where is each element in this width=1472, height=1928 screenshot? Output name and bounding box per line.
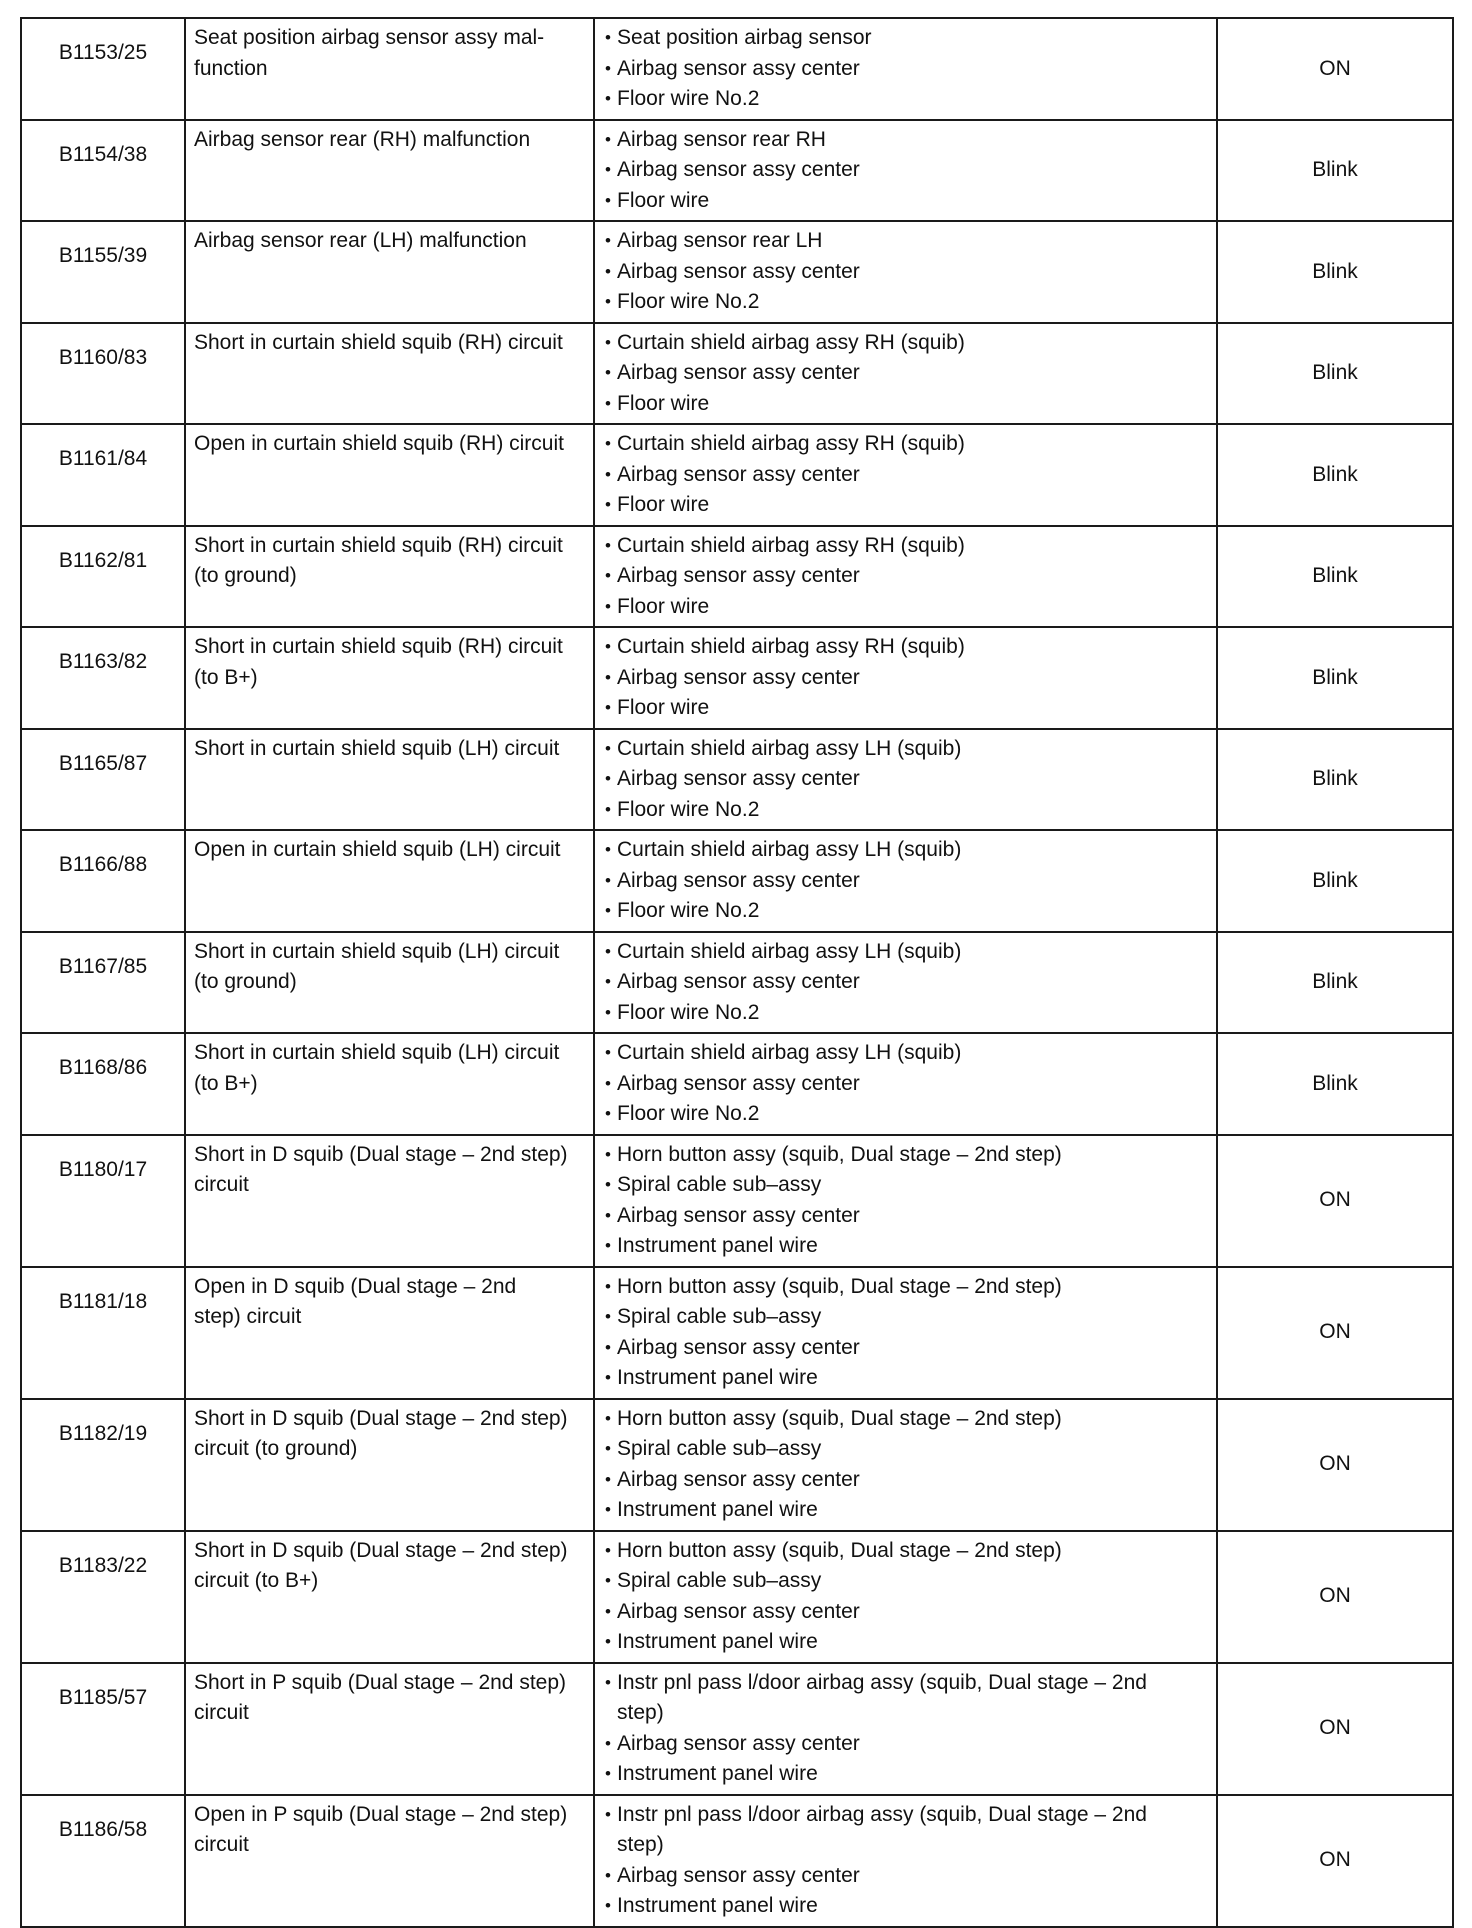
list-item	[605, 429, 1208, 460]
trouble-area-list	[605, 632, 1208, 724]
list-item	[605, 358, 1208, 389]
list-item	[605, 1729, 1208, 1760]
detection-text-line: function	[194, 56, 268, 80]
list-item	[605, 1566, 1208, 1597]
trouble-area-text: Horn button assy (squib, Dual stage – 2nd step)	[617, 1538, 1062, 1562]
dtc-code-cell: B1163/82	[21, 627, 185, 729]
trouble-area-cell	[594, 120, 1217, 222]
trouble-area-list	[605, 328, 1208, 420]
list-item	[605, 490, 1208, 521]
detection-text-line: (to B+)	[194, 1071, 258, 1095]
trouble-area-text: Spiral cable sub–assy	[617, 1569, 822, 1592]
dtc-code-cell: B1166/88	[21, 830, 185, 932]
trouble-area-text: Instrument panel wire	[617, 1630, 818, 1653]
list-item	[605, 1201, 1208, 1232]
trouble-area-list	[605, 734, 1208, 826]
list-item	[605, 1495, 1208, 1526]
detection-text-line: Short in D squib (Dual stage – 2nd step)	[194, 1406, 568, 1430]
detection-item-cell	[185, 830, 594, 932]
trouble-area-text: Curtain shield airbag assy LH (squib)	[617, 838, 962, 861]
trouble-area-text: Instrument panel wire	[617, 1498, 818, 1521]
warning-light-status-cell: ON	[1217, 1267, 1453, 1399]
trouble-area-text: Airbag sensor assy center	[617, 56, 860, 80]
list-item	[605, 186, 1208, 217]
detection-text-line: Short in D squib (Dual stage – 2nd step)	[194, 1538, 568, 1562]
detection-text-line: circuit	[194, 1173, 249, 1196]
warning-light-status-cell: ON	[1217, 1399, 1453, 1531]
warning-light-status-cell: Blink	[1217, 830, 1453, 932]
trouble-area-text: Curtain shield airbag assy LH (squib)	[617, 939, 962, 963]
warning-light-status-cell: Blink	[1217, 729, 1453, 831]
trouble-area-text: Floor wire No.2	[617, 1102, 760, 1125]
trouble-area-text: Floor wire No.2	[617, 1000, 760, 1024]
warning-light-status-cell: ON	[1217, 1795, 1453, 1927]
list-item	[605, 1404, 1208, 1435]
trouble-area-text: Airbag sensor assy center	[617, 564, 860, 587]
trouble-area-text: Floor wire	[617, 696, 710, 719]
trouble-area-text: Airbag sensor assy center	[617, 1203, 860, 1227]
warning-light-status-cell: ON	[1217, 1663, 1453, 1795]
list-item	[605, 1597, 1208, 1628]
trouble-area-cell	[594, 1399, 1217, 1531]
list-item	[605, 1759, 1208, 1790]
trouble-area-text: step)	[617, 1833, 664, 1856]
list-item	[605, 1140, 1208, 1171]
detection-text-line: Open in curtain shield squib (LH) circuit	[194, 838, 561, 861]
trouble-area-text: Curtain shield airbag assy RH (squib)	[617, 635, 965, 658]
table-row	[21, 424, 1453, 526]
trouble-area-cell	[594, 526, 1217, 628]
trouble-area-list	[605, 1536, 1208, 1658]
list-item	[605, 287, 1208, 318]
trouble-area-text: Horn button assy (squib, Dual stage – 2nd step)	[617, 1274, 1062, 1298]
warning-light-status-cell: Blink	[1217, 932, 1453, 1034]
trouble-area-text: Airbag sensor assy center	[617, 665, 860, 689]
list-item	[605, 23, 1208, 54]
detection-item-cell	[185, 932, 594, 1034]
warning-light-status-cell: Blink	[1217, 221, 1453, 323]
table-row	[21, 830, 1453, 932]
table-row	[21, 627, 1453, 729]
trouble-area-text: Airbag sensor assy center	[617, 1599, 860, 1623]
trouble-area-cell	[594, 1267, 1217, 1399]
detection-item-cell	[185, 1663, 594, 1795]
trouble-area-text: Floor wire	[617, 391, 710, 415]
table-row	[21, 323, 1453, 425]
detection-item-cell	[185, 120, 594, 222]
list-item	[605, 734, 1208, 765]
detection-text-line: Short in P squib (Dual stage – 2nd step)	[194, 1670, 567, 1694]
detection-item-cell	[185, 627, 594, 729]
table-row	[21, 526, 1453, 628]
list-item	[605, 54, 1208, 85]
trouble-area-text: Airbag sensor assy center	[617, 1335, 860, 1359]
warning-light-status-cell: Blink	[1217, 120, 1453, 222]
trouble-area-text: Airbag sensor assy center	[617, 1863, 860, 1887]
list-item	[605, 795, 1208, 826]
table-row	[21, 1663, 1453, 1795]
detection-item-cell	[185, 1033, 594, 1135]
detection-text-line: Short in D squib (Dual stage – 2nd step)	[194, 1142, 568, 1166]
list-item	[605, 125, 1208, 156]
list-item	[605, 866, 1208, 897]
list-item	[605, 592, 1208, 623]
detection-text-line: Open in D squib (Dual stage – 2nd	[194, 1274, 517, 1298]
list-item	[605, 460, 1208, 491]
trouble-area-text: Horn button assy (squib, Dual stage – 2nd step)	[617, 1142, 1062, 1166]
detection-item-cell	[185, 18, 594, 120]
list-item	[605, 632, 1208, 663]
trouble-area-cell	[594, 323, 1217, 425]
trouble-area-text: Instr pnl pass l/door airbag assy (squib, Dual stage – 2nd	[617, 1802, 1147, 1826]
list-item	[605, 967, 1208, 998]
detection-text-line: Short in curtain shield squib (RH) circuit	[194, 635, 563, 658]
table-row	[21, 18, 1453, 120]
trouble-area-list	[605, 1404, 1208, 1526]
detection-item-cell	[185, 1399, 594, 1531]
list-item	[605, 896, 1208, 927]
trouble-area-cell	[594, 1531, 1217, 1663]
list-item	[605, 1363, 1208, 1394]
trouble-area-text: Floor wire No.2	[617, 797, 760, 821]
trouble-area-text: Instrument panel wire	[617, 1762, 818, 1785]
detection-text-line: Airbag sensor rear (RH) malfunction	[194, 127, 531, 151]
trouble-area-cell	[594, 830, 1217, 932]
trouble-area-list	[605, 937, 1208, 1029]
trouble-area-text: Floor wire	[617, 493, 710, 516]
trouble-area-text: Spiral cable sub–assy	[617, 1305, 822, 1328]
trouble-area-list	[605, 1272, 1208, 1394]
list-item	[605, 257, 1208, 288]
table-row	[21, 120, 1453, 222]
warning-light-status-cell: Blink	[1217, 323, 1453, 425]
trouble-area-text: Airbag sensor assy center	[617, 767, 860, 790]
trouble-area-text: Airbag sensor assy center	[617, 259, 860, 283]
trouble-area-text: Floor wire	[617, 188, 710, 212]
trouble-area-list	[605, 429, 1208, 521]
list-item	[605, 531, 1208, 562]
list-item	[605, 1038, 1208, 1069]
trouble-area-list	[605, 23, 1208, 115]
trouble-area-list	[605, 1800, 1208, 1922]
trouble-area-cell	[594, 729, 1217, 831]
trouble-area-text: Airbag sensor rear LH	[617, 229, 823, 252]
dtc-code-cell: B1168/86	[21, 1033, 185, 1135]
detection-text-line: circuit	[194, 1701, 249, 1724]
trouble-area-text: Curtain shield airbag assy RH (squib)	[617, 432, 965, 455]
table-row	[21, 1135, 1453, 1267]
detection-text-line: Short in curtain shield squib (LH) circuit	[194, 1041, 560, 1064]
trouble-area-text: Spiral cable sub–assy	[617, 1437, 822, 1460]
warning-light-status-cell: Blink	[1217, 424, 1453, 526]
trouble-area-text: Airbag sensor assy center	[617, 970, 860, 993]
detection-item-cell	[185, 424, 594, 526]
trouble-area-cell	[594, 1033, 1217, 1135]
list-item	[605, 1668, 1208, 1729]
trouble-area-text: Instrument panel wire	[617, 1234, 818, 1257]
trouble-area-text: Instrument panel wire	[617, 1366, 818, 1389]
dtc-code-cell: B1161/84	[21, 424, 185, 526]
dtc-code-cell: B1167/85	[21, 932, 185, 1034]
table-row	[21, 1795, 1453, 1927]
dtc-code-cell: B1186/58	[21, 1795, 185, 1927]
list-item	[605, 764, 1208, 795]
detection-text-line: (to ground)	[194, 564, 297, 587]
trouble-area-text: Airbag sensor assy center	[617, 1467, 860, 1491]
dtc-table-body	[21, 18, 1453, 1927]
list-item	[605, 1465, 1208, 1496]
detection-item-cell	[185, 1795, 594, 1927]
detection-text-line: circuit (to B+)	[194, 1569, 319, 1592]
trouble-area-cell	[594, 1663, 1217, 1795]
table-row	[21, 221, 1453, 323]
table-row	[21, 1033, 1453, 1135]
trouble-area-text: Airbag sensor assy center	[617, 1731, 860, 1755]
list-item	[605, 835, 1208, 866]
list-item	[605, 693, 1208, 724]
detection-text-line: Short in curtain shield squib (LH) circuit	[194, 939, 560, 963]
detection-text-line: step) circuit	[194, 1305, 302, 1328]
trouble-area-text: Airbag sensor assy center	[617, 868, 860, 892]
trouble-area-list	[605, 1038, 1208, 1130]
trouble-area-list	[605, 1140, 1208, 1262]
list-item	[605, 1891, 1208, 1922]
trouble-area-text: Floor wire No.2	[617, 290, 760, 313]
trouble-area-text: Instr pnl pass l/door airbag assy (squib, Dual stage – 2nd	[617, 1670, 1147, 1694]
trouble-area-text: Instrument panel wire	[617, 1894, 818, 1917]
list-item	[605, 663, 1208, 694]
list-item	[605, 561, 1208, 592]
detection-text-line: Seat position airbag sensor assy mal-	[194, 26, 545, 49]
detection-text-line: (to B+)	[194, 665, 258, 689]
trouble-area-text: Floor wire	[617, 594, 710, 618]
warning-light-status-cell: ON	[1217, 18, 1453, 120]
detection-text-line: Short in curtain shield squib (RH) circuit	[194, 330, 563, 354]
trouble-area-text: Seat position airbag sensor	[617, 26, 872, 49]
list-item	[605, 389, 1208, 420]
list-item	[605, 1800, 1208, 1861]
trouble-area-cell	[594, 221, 1217, 323]
dtc-code-cell: B1162/81	[21, 526, 185, 628]
trouble-area-text: Curtain shield airbag assy LH (squib)	[617, 1041, 962, 1064]
list-item	[605, 937, 1208, 968]
detection-item-cell	[185, 729, 594, 831]
detection-text-line: Open in P squib (Dual stage – 2nd step)	[194, 1802, 568, 1826]
trouble-area-list	[605, 226, 1208, 318]
detection-item-cell	[185, 1135, 594, 1267]
detection-text-line: circuit (to ground)	[194, 1437, 358, 1460]
list-item	[605, 155, 1208, 186]
trouble-area-list	[605, 835, 1208, 927]
detection-text-line: Short in curtain shield squib (LH) circuit	[194, 736, 560, 760]
trouble-area-cell	[594, 1795, 1217, 1927]
detection-text-line: circuit	[194, 1833, 249, 1856]
table-row	[21, 729, 1453, 831]
list-item	[605, 1069, 1208, 1100]
list-item	[605, 1434, 1208, 1465]
list-item	[605, 1170, 1208, 1201]
table-row	[21, 1267, 1453, 1399]
dtc-table	[20, 17, 1454, 1928]
list-item	[605, 1099, 1208, 1130]
trouble-area-list	[605, 125, 1208, 217]
trouble-area-list	[605, 531, 1208, 623]
dtc-code-cell: B1155/39	[21, 221, 185, 323]
trouble-area-text: Floor wire No.2	[617, 87, 760, 110]
trouble-area-text: Airbag sensor assy center	[617, 361, 860, 384]
trouble-area-text: Curtain shield airbag assy RH (squib)	[617, 533, 965, 557]
detection-item-cell	[185, 221, 594, 323]
detection-item-cell	[185, 1267, 594, 1399]
dtc-code-cell: B1180/17	[21, 1135, 185, 1267]
list-item	[605, 1272, 1208, 1303]
list-item	[605, 998, 1208, 1029]
table-row	[21, 1399, 1453, 1531]
list-item	[605, 84, 1208, 115]
list-item	[605, 226, 1208, 257]
dtc-code-cell: B1181/18	[21, 1267, 185, 1399]
dtc-code-cell: B1183/22	[21, 1531, 185, 1663]
trouble-area-list	[605, 1668, 1208, 1790]
trouble-area-text: Airbag sensor assy center	[617, 462, 860, 486]
trouble-area-text: Airbag sensor assy center	[617, 158, 860, 181]
dtc-code-cell: B1160/83	[21, 323, 185, 425]
detection-item-cell	[185, 323, 594, 425]
trouble-area-cell	[594, 1135, 1217, 1267]
detection-text-line: Open in curtain shield squib (RH) circuit	[194, 432, 564, 455]
warning-light-status-cell: Blink	[1217, 627, 1453, 729]
warning-light-status-cell: Blink	[1217, 526, 1453, 628]
dtc-code-cell: B1182/19	[21, 1399, 185, 1531]
list-item	[605, 1231, 1208, 1262]
detection-item-cell	[185, 1531, 594, 1663]
detection-text-line: (to ground)	[194, 970, 297, 993]
list-item	[605, 328, 1208, 359]
trouble-area-text: Airbag sensor assy center	[617, 1071, 860, 1095]
warning-light-status-cell: ON	[1217, 1135, 1453, 1267]
trouble-area-text: Horn button assy (squib, Dual stage – 2nd step)	[617, 1406, 1062, 1430]
dtc-code-cell: B1165/87	[21, 729, 185, 831]
detection-item-cell	[185, 526, 594, 628]
trouble-area-text: Spiral cable sub–assy	[617, 1173, 822, 1196]
trouble-area-text: step)	[617, 1701, 664, 1724]
dtc-code-cell: B1185/57	[21, 1663, 185, 1795]
list-item	[605, 1302, 1208, 1333]
warning-light-status-cell: Blink	[1217, 1033, 1453, 1135]
detection-text-line: Short in curtain shield squib (RH) circuit	[194, 533, 563, 557]
trouble-area-cell	[594, 424, 1217, 526]
table-row	[21, 932, 1453, 1034]
trouble-area-text: Airbag sensor rear RH	[617, 127, 826, 151]
trouble-area-cell	[594, 18, 1217, 120]
detection-text-line: Airbag sensor rear (LH) malfunction	[194, 229, 527, 252]
list-item	[605, 1536, 1208, 1567]
list-item	[605, 1861, 1208, 1892]
trouble-area-text: Curtain shield airbag assy LH (squib)	[617, 736, 962, 760]
list-item	[605, 1333, 1208, 1364]
trouble-area-text: Curtain shield airbag assy RH (squib)	[617, 330, 965, 354]
trouble-area-text: Floor wire No.2	[617, 899, 760, 922]
list-item	[605, 1627, 1208, 1658]
dtc-code-cell: B1154/38	[21, 120, 185, 222]
trouble-area-cell	[594, 627, 1217, 729]
table-row	[21, 1531, 1453, 1663]
trouble-area-cell	[594, 932, 1217, 1034]
warning-light-status-cell: ON	[1217, 1531, 1453, 1663]
dtc-code-cell: B1153/25	[21, 18, 185, 120]
